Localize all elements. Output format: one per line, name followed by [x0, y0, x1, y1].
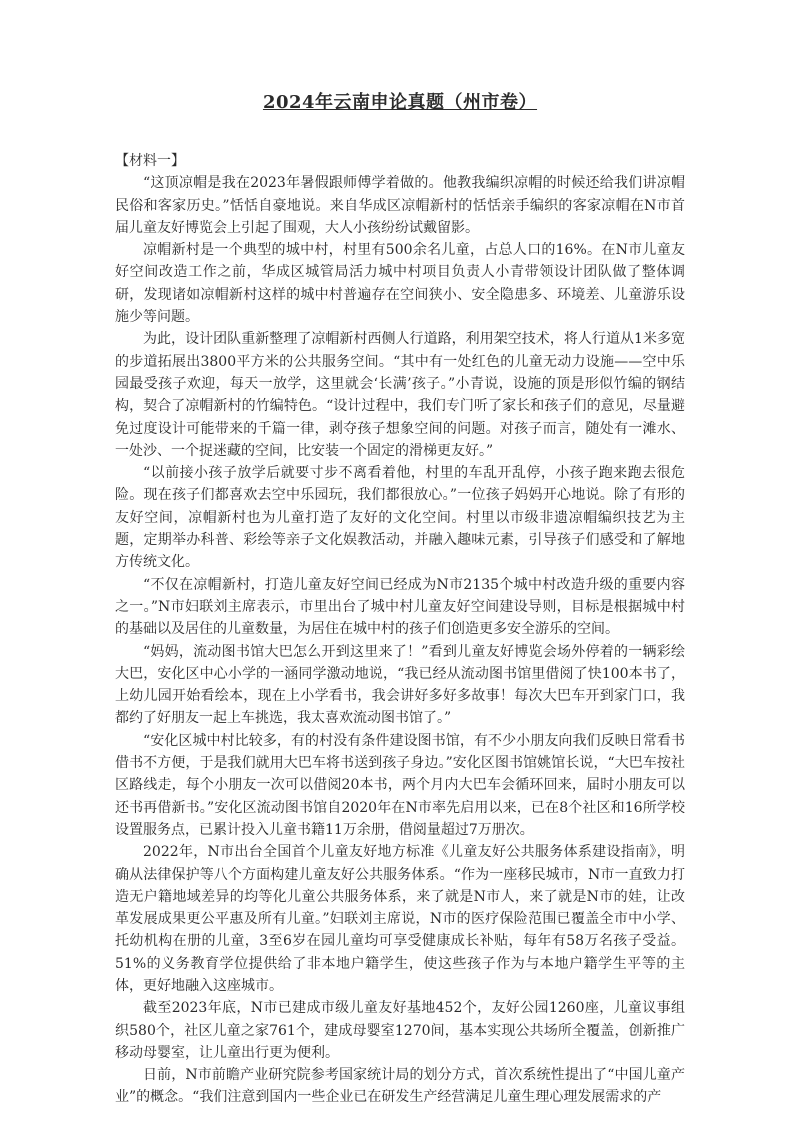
document-title: 2024年云南申论真题（州市卷）: [262, 92, 538, 113]
paragraph-1: “这顶凉帽是我在2023年暑假跟师傅学着做的。他教我编织凉帽的时候还给我们讲凉帽民俗和客家历史。”恬恬自豪地说。来自华成区凉帽新村的恬恬亲手编织的客家凉帽在N市首届儿童友好博览会上引起了围观，大人小孩纷纷试戴留影。: [115, 175, 685, 236]
paragraph-6: “妈妈，流动图书馆大巴怎么开到这里来了！”看到儿童友好博览会场外停着的一辆彩绘大巴，安化区中心小学的一涵同学激动地说，“我已经从流动图书馆里借阅了快100本书了，上幼儿园开始看绘本，现在上小学看书，我会讲好多好多故事！每次大巴车开到家门口，我都约了好朋友一起上车挑选，我太喜欢流动图书馆了。”: [115, 643, 685, 727]
paragraph-3: 为此，设计团队重新整理了凉帽新村西侧人行道路，利用架空技术，将人行道从1米多宽的步道拓展出3800平方米的公共服务空间。“其中有一处红色的儿童无动力设施——空中乐园最受孩子欢迎，每天一放学，这里就会‘长满’孩子。”小青说，设施的顶是形似竹编的钢结构，契合了凉帽新村的竹编特色。“设计过程中，我们专门听了家长和孩子们的意见，尽量避免过度设计可能带来的千篇一律，剥夺孩子想象空间的问题。对孩子而言，随处有一滩水、一处沙、一个捉迷藏的空间，比安装一个固定的滑梯更友好。”: [115, 331, 685, 459]
paragraph-10: 日前，N市前瞻产业研究院参考国家统计局的划分方式，首次系统性提出了“中国儿童产业”的概念。“我们注意到国内一些企业已在研发生产经营满足儿童生理心理发展需求的产: [115, 1067, 685, 1106]
paragraph-8: 2022年，N市出台全国首个儿童友好地方标准《儿童友好公共服务体系建设指南》，明确从法律保护等八个方面构建儿童友好公共服务体系。“作为一座移民城市，N市一直致力打造无户籍地域差异的均等化儿童公共服务体系，来了就是N市人，来了就是N市的娃，让改革发展成果更公平惠及所有儿童。”妇联刘主席说，N市的医疗保险范围已覆盖全市中小学、托幼机构在册的儿童，3至6岁在园儿童均可享受健康成长补贴，每年有58万名孩子受益。51%的义务教育学位提供给了非本地户籍学生，使这些孩子作为与本地户籍学生平等的主体，更好地融入这座城市。: [115, 844, 685, 994]
paragraph-7: “安化区城中村比较多，有的村没有条件建设图书馆，有不少小朋友向我们反映日常看书借书不方便，于是我们就用大巴车将书送到孩子身边。”安化区图书馆姚馆长说，“大巴车按社区路线走，每个小朋友一次可以借阅20本书，两个月内大巴车会循环回来，届时小朋友可以还书再借新书。”安化区流动图书馆自2020年在N市率先启用以来，已在8个社区和16所学校设置服务点，已累计投入儿童书籍11万余册，借阅量超过7万册次。: [115, 732, 685, 838]
section-label: 【材料一】: [115, 153, 185, 169]
paragraph-9: 截至2023年底，N市已建成市级儿童友好基地452个，友好公园1260座，儿童议事组织580个，社区儿童之家761个，建成母婴室1270间，基本实现公共场所全覆盖，创新推广移动母婴室，让儿童出行更为便利。: [115, 1000, 685, 1061]
paragraph-5: “不仅在凉帽新村，打造儿童友好空间已经成为N市2135个城中村改造升级的重要内容之一。”N市妇联刘主席表示，市里出台了城中村儿童友好空间建设导则，目标是根据城中村的基础以及居住的儿童数量，为居住在城中村的孩子们创造更多安全游乐的空间。: [115, 576, 685, 638]
paragraph-2: 凉帽新村是一个典型的城中村，村里有500余名儿童，占总人口的16%。在N市儿童友好空间改造工作之前，华成区城管局活力城中村项目负责人小青带领设计团队做了整体调研，发现诸如凉帽新村这样的城中村普遍存在空间狭小、安全隐患多、环境差、儿童游乐设施少等问题。: [115, 242, 685, 326]
document-body: [115, 150, 685, 1109]
paragraph-4: “以前接小孩子放学后就要寸步不离看着他，村里的车乱开乱停，小孩子跑来跑去很危险。现在孩子们都喜欢去空中乐园玩，我们都很放心。”一位孩子妈妈开心地说。除了有形的友好空间，凉帽新村也为儿童打造了友好的文化空间。村里以市级非遗凉帽编织技艺为主题，定期举办科普、彩绘等亲子文化娱教活动，并融入趣味元素，引导孩子们感受和了解地方传统文化。: [115, 465, 685, 571]
